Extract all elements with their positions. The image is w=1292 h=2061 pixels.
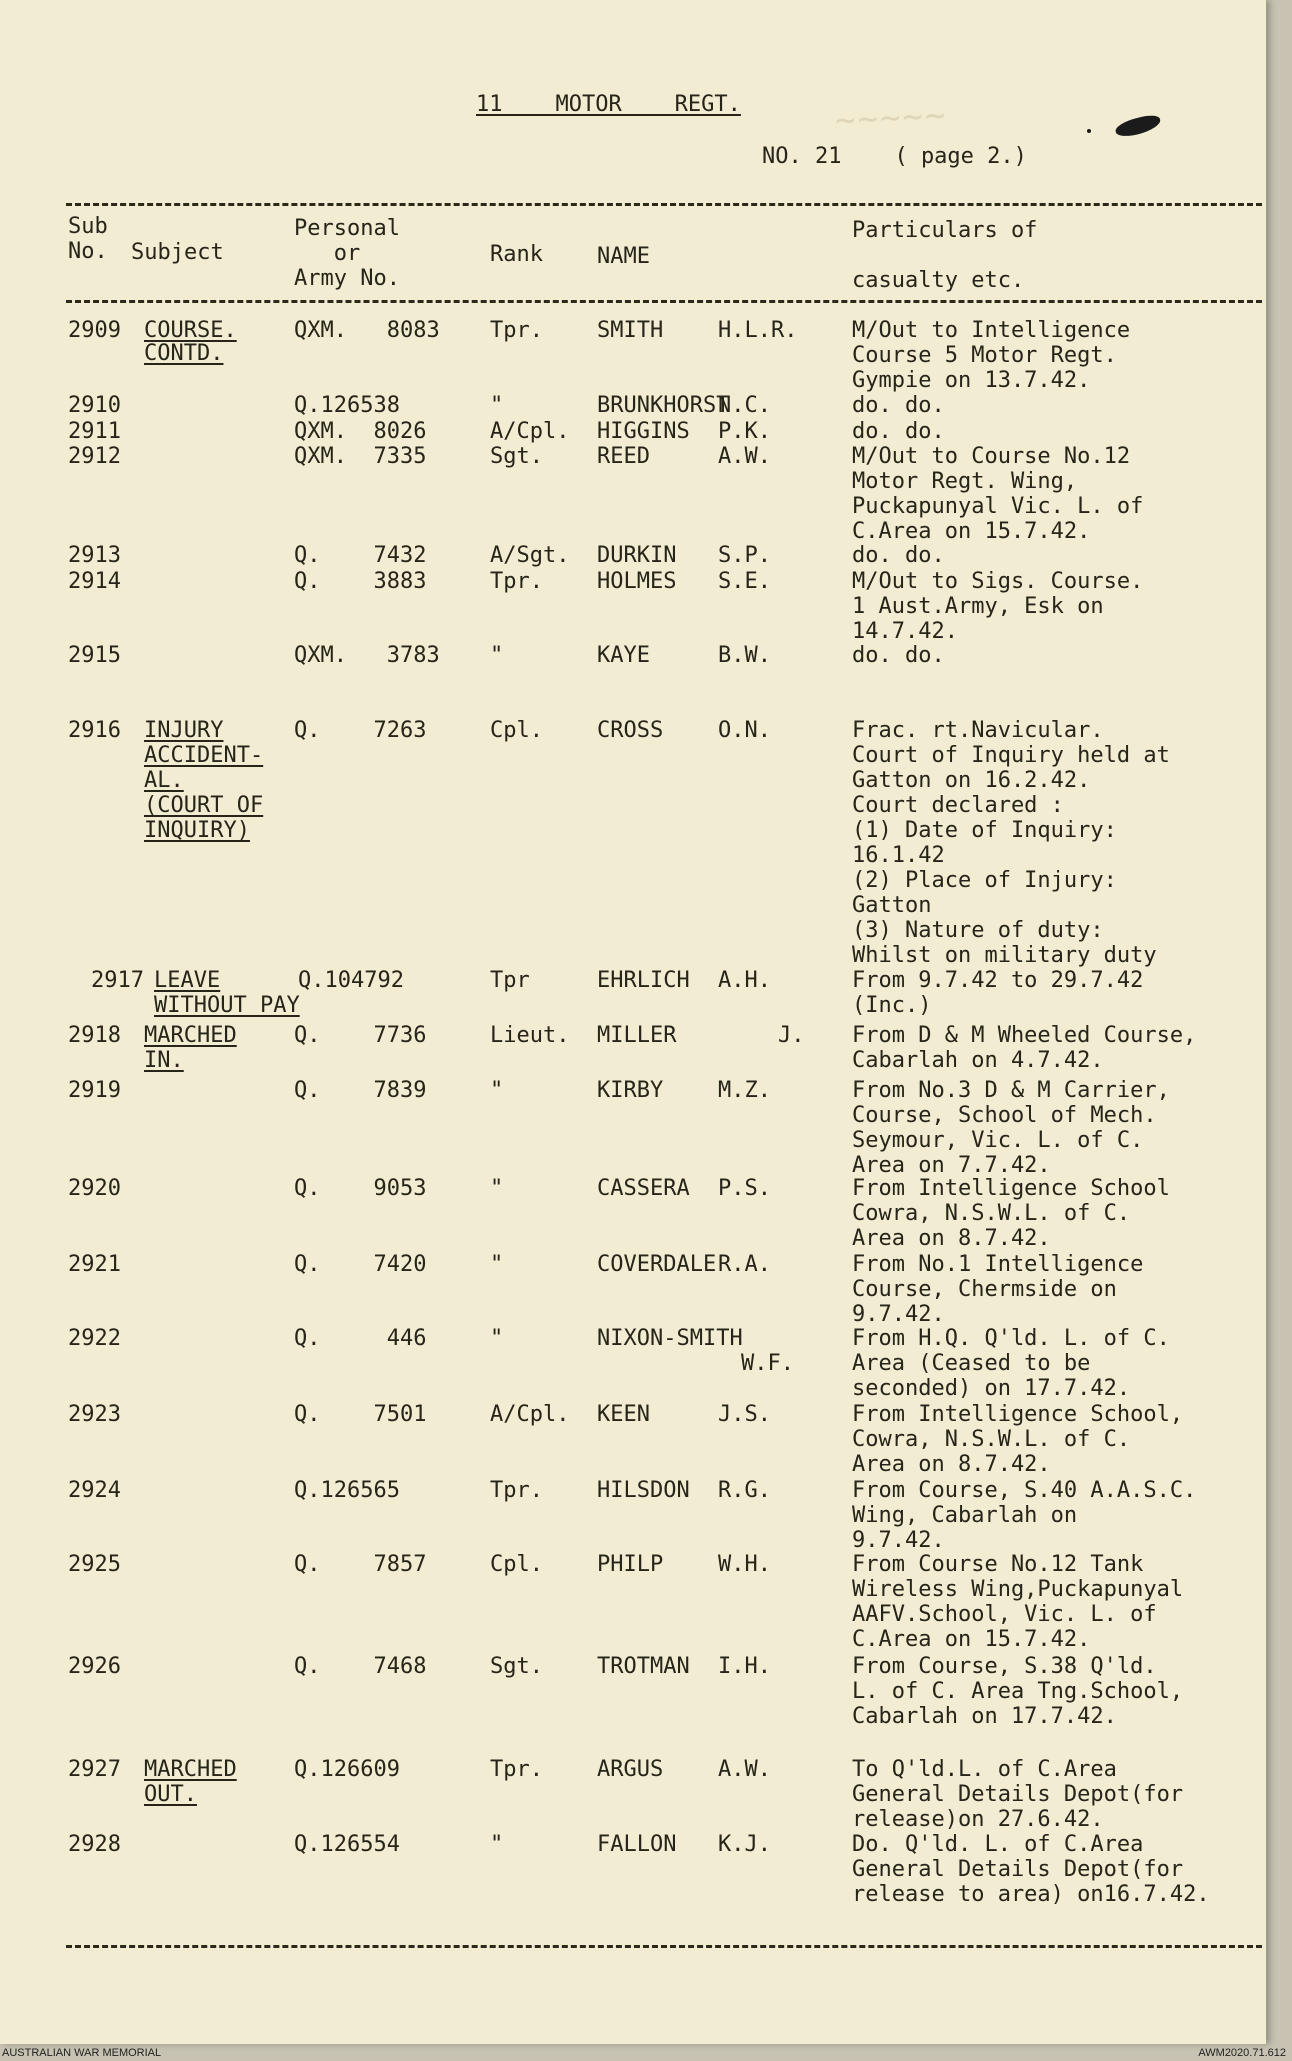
army-number: Q. 7857 <box>294 1552 427 1577</box>
initials: W.H. <box>718 1552 771 1577</box>
rank: Lieut. <box>490 1023 570 1048</box>
rank: Cpl. <box>490 718 543 743</box>
rank: Sgt. <box>490 444 543 469</box>
soldier-name: REED <box>597 444 650 469</box>
soldier-name: PHILP <box>597 1552 664 1577</box>
army-number: Q.126554 <box>294 1832 400 1857</box>
army-number: Q. 9053 <box>294 1176 427 1201</box>
army-number: Q. 7839 <box>294 1078 427 1103</box>
particulars: From 9.7.42 to 29.7.42 (Inc.) <box>852 968 1144 1018</box>
army-number: Q.104792 <box>298 968 404 993</box>
initials: M.Z. <box>718 1078 771 1103</box>
initials: S.E. <box>718 569 771 594</box>
initials: K.J. <box>718 1832 771 1857</box>
army-number: Q.126565 <box>294 1478 400 1503</box>
initials: A.W. <box>718 444 771 469</box>
army-number: Q. 7263 <box>294 718 427 743</box>
rank: " <box>490 1326 504 1351</box>
sub-number: 2916 <box>68 718 121 743</box>
soldier-name: CASSERA <box>597 1176 690 1201</box>
sub-number: 2928 <box>68 1832 121 1857</box>
subject-heading: COURSE. <box>144 318 237 343</box>
initials: R.A. <box>718 1252 771 1277</box>
rank: Tpr. <box>490 569 543 594</box>
subject-continued: CONTD. <box>144 341 224 366</box>
rank: A/Cpl. <box>490 1402 570 1427</box>
col-sub-no: Sub No. <box>68 214 108 264</box>
initials: J. <box>778 1023 805 1048</box>
rank: Tpr <box>490 968 530 993</box>
initials: N.C. <box>718 393 771 418</box>
col-rank: Rank <box>490 242 543 267</box>
sub-number: 2921 <box>68 1252 121 1277</box>
army-number: Q.126609 <box>294 1757 400 1782</box>
rank: " <box>490 1832 504 1857</box>
page-reference: NO. 21 ( page 2.) <box>762 144 1027 169</box>
sub-number: 2911 <box>68 419 121 444</box>
dashed-rule-header <box>66 300 1262 303</box>
soldier-name: DURKIN <box>597 543 677 568</box>
sub-number: 2927 <box>68 1757 121 1782</box>
sub-number: 2919 <box>68 1078 121 1103</box>
army-number: QXM. 7335 <box>294 444 427 469</box>
particulars: Frac. rt.Navicular. Court of Inquiry held at Gatton on 16.2.42. Court declared : (1) Date of Inquiry: 16.1.42 (2) Place of Injury: Gatton (3) Nature of duty: Whilst on military duty <box>852 718 1170 968</box>
sub-number: 2920 <box>68 1176 121 1201</box>
initials: J.S. <box>718 1402 771 1427</box>
subject-heading: MARCHED OUT. <box>144 1757 237 1807</box>
subject-heading: LEAVE WITHOUT PAY <box>154 968 300 1018</box>
army-number: Q. 3883 <box>294 569 427 594</box>
ink-dot <box>1087 129 1091 133</box>
particulars: do. do. <box>852 393 945 418</box>
sub-number: 2917 <box>91 968 144 993</box>
soldier-name: KAYE <box>597 643 650 668</box>
initials: P.S. <box>718 1176 771 1201</box>
sub-number: 2924 <box>68 1478 121 1503</box>
initials: W.F. <box>741 1351 794 1376</box>
rank: " <box>490 1252 504 1277</box>
army-number: Q. 7501 <box>294 1402 427 1427</box>
ink-blot <box>1114 113 1163 140</box>
rank: Tpr. <box>490 318 543 343</box>
sub-number: 2914 <box>68 569 121 594</box>
rank: A/Cpl. <box>490 419 570 444</box>
particulars: From Course, S.38 Q'ld. L. of C. Area Tng.School, Cabarlah on 17.7.42. <box>852 1654 1184 1729</box>
sub-number: 2912 <box>68 444 121 469</box>
faint-stamp: ~~~~~ <box>834 95 949 141</box>
army-number: Q. 7432 <box>294 543 427 568</box>
rank: " <box>490 643 504 668</box>
sub-number: 2910 <box>68 393 121 418</box>
initials: A.H. <box>718 968 771 993</box>
initials: P.K. <box>718 419 771 444</box>
rank: Sgt. <box>490 1654 543 1679</box>
particulars: do. do. <box>852 643 945 668</box>
rank: Tpr. <box>490 1478 543 1503</box>
soldier-name: SMITH <box>597 318 664 343</box>
army-number: Q. 446 <box>294 1326 427 1351</box>
particulars: From No.1 Intelligence Course, Chermside on 9.7.42. <box>852 1252 1144 1327</box>
soldier-name: TROTMAN <box>597 1654 690 1679</box>
particulars: M/Out to Sigs. Course. 1 Aust.Army, Esk on 14.7.42. <box>852 569 1144 644</box>
sub-number: 2922 <box>68 1326 121 1351</box>
army-number: QXM. 3783 <box>294 643 440 668</box>
particulars: do. do. <box>852 543 945 568</box>
particulars: From D & M Wheeled Course, Cabarlah on 4.7.42. <box>852 1023 1197 1073</box>
rank: " <box>490 1176 504 1201</box>
rank: " <box>490 393 504 418</box>
soldier-name: EHRLICH <box>597 968 690 993</box>
soldier-name: KEEN <box>597 1402 650 1427</box>
particulars: M/Out to Intelligence Course 5 Motor Regt. Gympie on 13.7.42. <box>852 318 1131 393</box>
army-number: QXM. 8026 <box>294 419 427 444</box>
rank: A/Sgt. <box>490 543 570 568</box>
soldier-name: BRUNKHORST <box>597 393 730 418</box>
particulars: From Course No.12 Tank Wireless Wing,Puckapunyal AAFV.School, Vic. L. of C.Area on 15.7.42. <box>852 1552 1184 1652</box>
soldier-name: HIGGINS <box>597 419 690 444</box>
particulars: From H.Q. Q'ld. L. of C. Area (Ceased to be seconded) on 17.7.42. <box>852 1326 1170 1401</box>
army-number: Q. 7736 <box>294 1023 427 1048</box>
document-title: 11 MOTOR REGT. <box>476 92 741 117</box>
particulars: From No.3 D & M Carrier, Course, School of Mech. Seymour, Vic. L. of C. Area on 7.7.42. <box>852 1078 1170 1178</box>
particulars: From Course, S.40 A.A.S.C. Wing, Cabarlah on 9.7.42. <box>852 1478 1197 1553</box>
sub-number: 2909 <box>68 318 121 343</box>
soldier-name: ARGUS <box>597 1757 664 1782</box>
particulars: To Q'ld.L. of C.Area General Details Depot(for release)on 27.6.42. <box>852 1757 1184 1832</box>
army-number: Q. 7420 <box>294 1252 427 1277</box>
army-number: Q. 7468 <box>294 1654 427 1679</box>
sub-number: 2915 <box>68 643 121 668</box>
sub-number: 2923 <box>68 1402 121 1427</box>
sub-number: 2926 <box>68 1654 121 1679</box>
soldier-name: HILSDON <box>597 1478 690 1503</box>
initials: O.N. <box>718 718 771 743</box>
sub-number: 2925 <box>68 1552 121 1577</box>
rank: Cpl. <box>490 1552 543 1577</box>
soldier-name: HOLMES <box>597 569 677 594</box>
col-personal-no: Personal or Army No. <box>294 216 400 291</box>
sub-number: 2918 <box>68 1023 121 1048</box>
footer-left: AUSTRALIAN WAR MEMORIAL <box>2 2047 162 2059</box>
particulars: M/Out to Course No.12 Motor Regt. Wing, Puckapunyal Vic. L. of C.Area on 15.7.42. <box>852 444 1144 544</box>
soldier-name: MILLER <box>597 1023 677 1048</box>
dashed-rule-top <box>66 203 1262 206</box>
initials: R.G. <box>718 1478 771 1503</box>
initials: I.H. <box>718 1654 771 1679</box>
footer-right: AWM2020.71.612 <box>1198 2047 1286 2059</box>
subject-heading: MARCHED IN. <box>144 1023 237 1073</box>
army-number: Q.126538 <box>294 393 400 418</box>
dashed-rule-bottom <box>66 1945 1262 1948</box>
col-name: NAME <box>597 244 650 269</box>
initials: B.W. <box>718 643 771 668</box>
rank: Tpr. <box>490 1757 543 1782</box>
initials: A.W. <box>718 1757 771 1782</box>
soldier-name: NIXON-SMITH <box>597 1326 743 1351</box>
particulars: From Intelligence School Cowra, N.S.W.L. of C. Area on 8.7.42. <box>852 1176 1170 1251</box>
particulars: From Intelligence School, Cowra, N.S.W.L. of C. Area on 8.7.42. <box>852 1402 1184 1477</box>
soldier-name: COVERDALE <box>597 1252 717 1277</box>
sub-number: 2913 <box>68 543 121 568</box>
soldier-name: FALLON <box>597 1832 677 1857</box>
initials: H.L.R. <box>718 318 798 343</box>
soldier-name: KIRBY <box>597 1078 664 1103</box>
rank: " <box>490 1078 504 1103</box>
particulars: do. do. <box>852 419 945 444</box>
army-number: QXM. 8083 <box>294 318 440 343</box>
initials: S.P. <box>718 543 771 568</box>
col-subject: Subject <box>131 240 224 265</box>
soldier-name: CROSS <box>597 718 664 743</box>
subject-heading: INJURY ACCIDENT- AL. (COURT OF INQUIRY) <box>144 718 264 843</box>
particulars: Do. Q'ld. L. of C.Area General Details Depot(for release to area) on16.7.42. <box>852 1832 1210 1907</box>
col-particulars: Particulars of casualty etc. <box>852 218 1038 293</box>
